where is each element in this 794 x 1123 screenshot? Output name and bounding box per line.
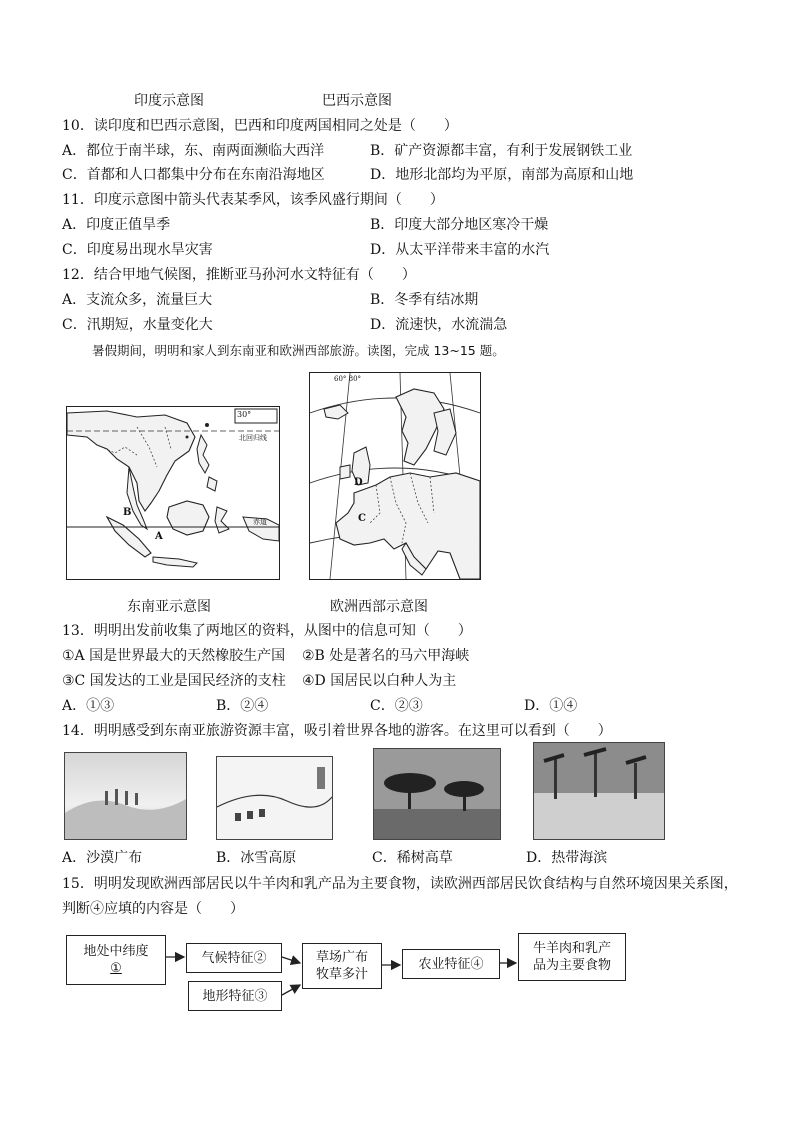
q10-option-a[interactable]: A．都位于南半球，东、南两面濒临大西洋 <box>62 143 325 159</box>
snow-plateau-photo <box>216 756 333 840</box>
q14-option-b[interactable]: B．冰雪高原 <box>216 850 297 866</box>
western-europe-map-caption: 欧洲西部示意图 <box>330 599 428 615</box>
flow-box-climate <box>186 943 282 973</box>
q14-option-c[interactable]: C．稀树高草 <box>372 850 453 866</box>
tropical-beach-photo <box>533 742 665 840</box>
q11-option-d[interactable]: D．从太平洋带来丰富的水汽 <box>370 242 550 258</box>
q12-stem: 12．结合甲地气候图，推断亚马孙河水文特征有（ ） <box>62 267 416 283</box>
india-map-caption: 印度示意图 <box>134 93 204 109</box>
eu-label-d: D <box>354 477 363 488</box>
q13-option-b[interactable]: B．②④ <box>216 698 269 714</box>
flow-box-1-line1: 地处中纬度 <box>83 944 149 959</box>
southeast-asia-map <box>66 406 280 580</box>
q11-stem: 11．印度示意图中箭头代表某季风，该季风盛行期间（ ） <box>62 192 444 208</box>
q10-option-b[interactable]: B．矿产资源都丰富，有利于发展钢铁工业 <box>370 143 633 159</box>
q15-stem-line1: 15．明明发现欧洲西部居民以牛羊肉和乳产品为主要食物，读欧洲西部居民饮食结构与自然环境因果关系图， <box>62 876 738 892</box>
flow-box-6-line1: 牛羊肉和乳产 <box>532 941 611 956</box>
q12-option-b[interactable]: B．冬季有结冰期 <box>370 292 479 308</box>
q13-statement-4: ④D 国居民以白种人为主 <box>302 673 457 689</box>
flow-box-6-line2: 品为主要食物 <box>532 958 611 973</box>
sea-label-a: A <box>155 531 163 542</box>
q13-option-d[interactable]: D．①④ <box>524 698 578 714</box>
q11-option-c[interactable]: C．印度易出现水旱灾害 <box>62 242 213 258</box>
savanna-photo <box>373 748 501 840</box>
flow-box-grassland <box>302 943 382 989</box>
desert-photo <box>64 752 187 840</box>
flow-box-terrain <box>188 981 282 1011</box>
flow-box-4-line2: 牧草多汁 <box>315 967 368 982</box>
sea-equator-label: 赤道 <box>253 518 267 526</box>
q14-option-d[interactable]: D．热带海滨 <box>526 850 608 866</box>
eu-lat-label: 60° 80° <box>334 375 362 383</box>
q10-stem: 10．读印度和巴西示意图，巴西和印度两国相同之处是（ ） <box>62 118 458 134</box>
q11-option-b[interactable]: B．印度大部分地区寒冷干燥 <box>370 217 549 233</box>
flow-box-4-line1: 草场广布 <box>315 950 368 965</box>
q12-option-c[interactable]: C．汛期短，水量变化大 <box>62 317 213 333</box>
q13-option-c[interactable]: C．②③ <box>370 698 423 714</box>
section-intro: 暑假期间，明明和家人到东南亚和欧洲西部旅游。读图，完成 13~15 题。 <box>92 343 505 358</box>
flow-box-agriculture <box>402 949 500 979</box>
q15-stem-line2: 判断④应填的内容是（ ） <box>62 901 244 917</box>
q12-option-a[interactable]: A．支流众多，流量巨大 <box>62 292 213 308</box>
flow-box-2-label: 气候特征② <box>201 950 267 966</box>
brazil-map-caption: 巴西示意图 <box>322 93 392 109</box>
sea-label-b: B <box>123 507 132 518</box>
q12-option-d[interactable]: D．流速快，水流湍急 <box>370 317 508 333</box>
q10-option-d[interactable]: D．地形北部均为平原，南部为高原和山地 <box>370 167 634 183</box>
sea-legend-label: 30° <box>237 410 252 419</box>
flow-diagram <box>60 925 640 1025</box>
flow-box-3-label: 地形特征③ <box>202 988 268 1004</box>
western-europe-map <box>309 372 481 580</box>
q10-option-c[interactable]: C．首都和人口都集中分布在东南沿海地区 <box>62 167 325 183</box>
q14-stem: 14．明明感受到东南亚旅游资源丰富，吸引着世界各地的游客。在这里可以看到（ ） <box>62 723 612 739</box>
q11-option-a[interactable]: A．印度正值旱季 <box>62 217 171 233</box>
q13-statement-2: ②B 处是著名的马六甲海峡 <box>302 648 470 664</box>
eu-label-c: C <box>358 513 366 524</box>
southeast-asia-map-caption: 东南亚示意图 <box>127 599 211 615</box>
flow-box-5-label: 农业特征④ <box>418 956 484 972</box>
q14-option-a[interactable]: A．沙漠广布 <box>62 850 143 866</box>
sea-tropic-label: 北回归线 <box>239 434 267 442</box>
q13-statement-1: ①A 国是世界最大的天然橡胶生产国 <box>62 648 286 664</box>
flow-box-diet <box>518 933 626 981</box>
flow-box-mid-latitude <box>66 935 166 985</box>
q13-option-a[interactable]: A．①③ <box>62 698 115 714</box>
q13-stem: 13．明明出发前收集了两地区的资料，从图中的信息可知（ ） <box>62 623 472 639</box>
flow-box-1-line2: ① <box>110 961 122 976</box>
q13-statement-3: ③C 国发达的工业是国民经济的支柱 <box>62 673 286 689</box>
